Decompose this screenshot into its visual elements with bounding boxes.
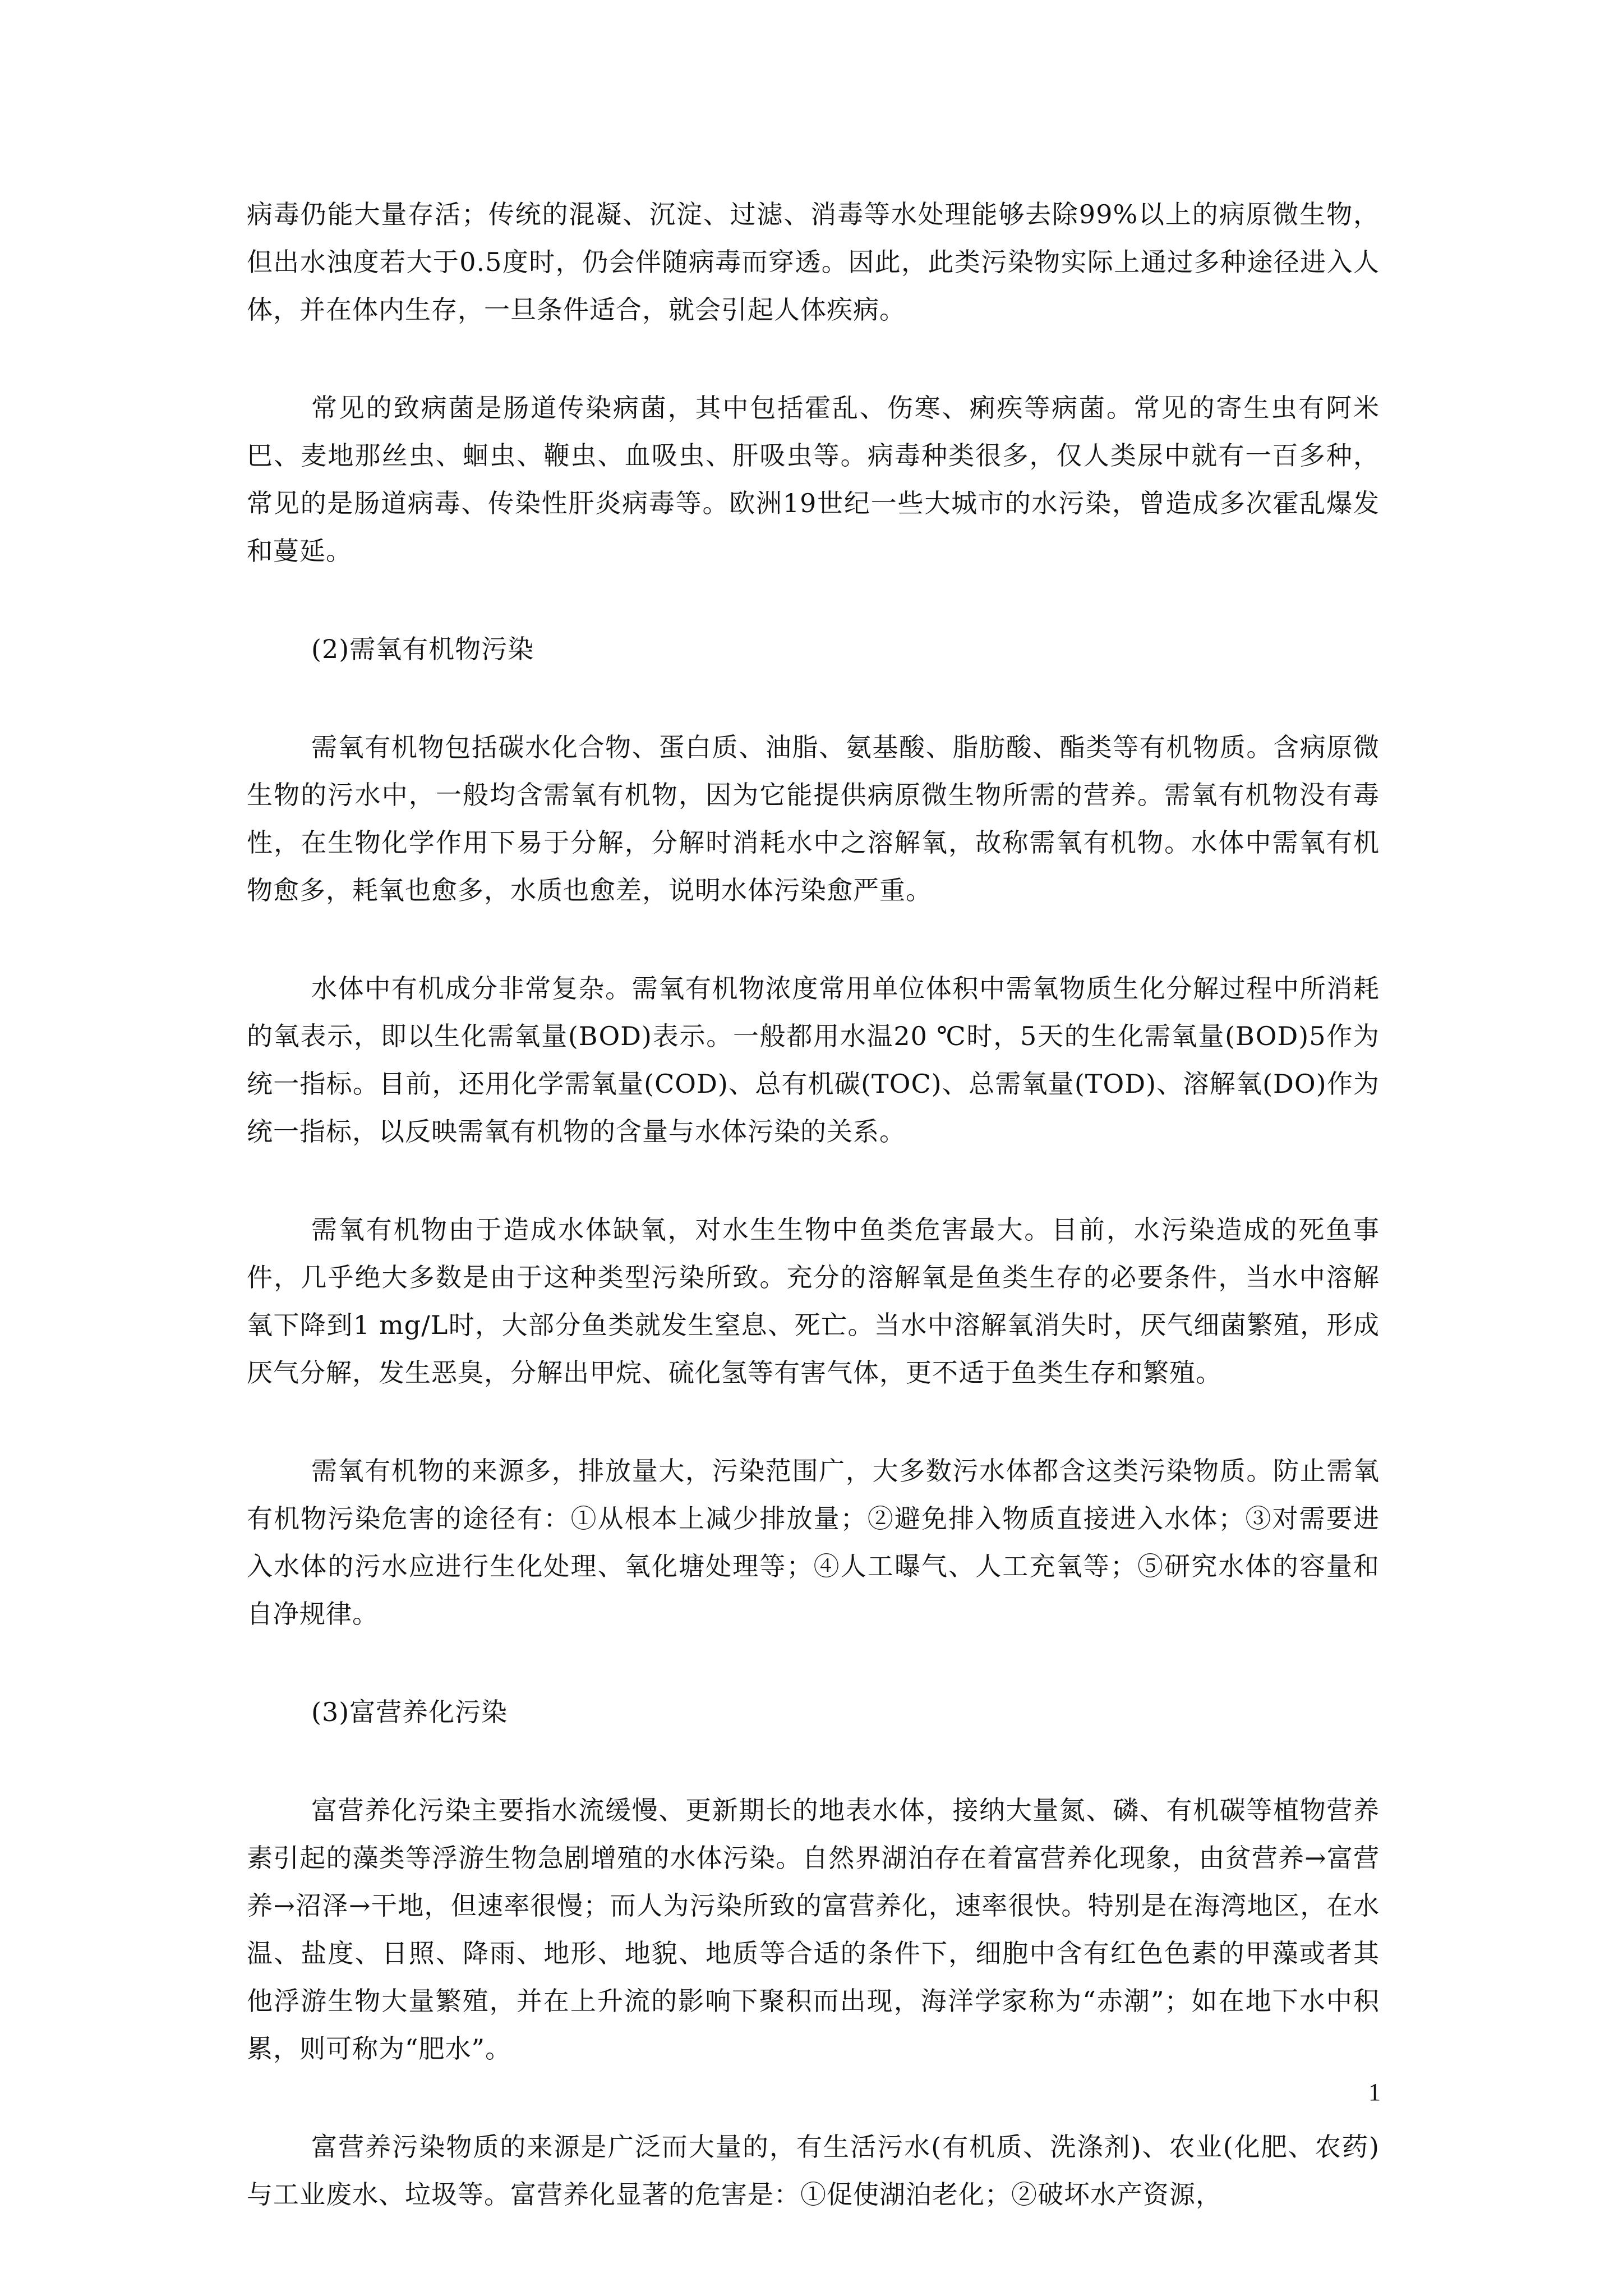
paragraph-fish-hazard: 需氧有机物由于造成水体缺氧，对水生生物中鱼类危害最大。目前，水污染造成的死鱼事件，几乎绝大多数是由于这种类型污染所致。充分的溶解氧是鱼类生存的必要条件，当水中溶解氧下降到1 mg/L时，大部分鱼类就发生窒息、死亡。当水中溶解氧消失时，厌气细菌繁殖，形成厌气分解，发生恶臭，分解出甲烷、硫化氢等有害气体，更不适于鱼类生存和繁殖。 [247, 1214, 1380, 1388]
paragraph-pathogens: 常见的致病菌是肠道传染病菌，其中包括霍乱、伤寒、痢疾等病菌。常见的寄生虫有阿米巴、麦地那丝虫、蛔虫、鞭虫、血吸虫、肝吸虫等。病毒种类很多，仅人类尿中就有一百多种，常见的是肠道病毒、传染性肝炎病毒等。欧洲19世纪一些大城市的水污染，曾造成多次霍乱爆发和蔓延。 [247, 393, 1380, 566]
page-body [247, 191, 1380, 2219]
section-heading-eutrophication: (3)富营养化污染 [311, 1697, 508, 1727]
paragraph-bod-indicators: 水体中有机成分非常复杂。需氧有机物浓度常用单位体积中需氧物质生化分解过程中所消耗的氧表示，即以生化需氧量(BOD)表示。一般都用水温20 ℃时，5天的生化需氧量(BOD)5作为统一指标。目前，还用化学需氧量(COD)、总有机碳(TOC)、总需氧量(TOD)、溶解氧(DO)作为统一指标，以反映需氧有机物的含量与水体污染的关系。 [247, 973, 1380, 1147]
section-heading-oxygen-demanding-organics: (2)需氧有机物污染 [311, 634, 534, 664]
paragraph-organics-definition: 需氧有机物包括碳水化合物、蛋白质、油脂、氨基酸、脂肪酸、酯类等有机物质。含病原微生物的污水中，一般均含需氧有机物，因为它能提供病原微生物所需的营养。需氧有机物没有毒性，在生物化学作用下易于分解，分解时消耗水中之溶解氧，故称需氧有机物。水体中需氧有机物愈多，耗氧也愈多，水质也愈差，说明水体污染愈严重。 [247, 732, 1380, 905]
paragraph-prevention-measures: 需氧有机物的来源多，排放量大，污染范围广，大多数污水体都含这类污染物质。防止需氧有机物污染危害的途径有：①从根本上减少排放量；②避免排入物质直接进入水体；③对需要进入水体的污水应进行生化处理、氧化塘处理等；④人工曝气、人工充氧等；⑤研究水体的容量和自净规律。 [247, 1456, 1380, 1629]
paragraph-eutrophication-sources: 富营养污染物质的来源是广泛而大量的，有生活污水(有机质、洗涤剂)、农业(化肥、农药)与工业废水、垃圾等。富营养化显著的危害是：①促使湖泊老化；②破坏水产资源， [247, 2132, 1380, 2210]
paragraph-eutrophication-definition: 富营养化污染主要指水流缓慢、更新期长的地表水体，接纳大量氮、磷、有机碳等植物营养素引起的藻类等浮游生物急剧增殖的水体污染。自然界湖泊存在着富营养化现象，由贫营养→富营养→沼泽→干地，但速率很慢；而人为污染所致的富营养化，速率很快。特别是在海湾地区，在水温、盐度、日照、降雨、地形、地貌、地质等合适的条件下，细胞中含有红色色素的甲藻或者其他浮游生物大量繁殖，并在上升流的影响下聚积而出现，海洋学家称为“赤潮”；如在地下水中积累，则可称为“肥水”。 [247, 1795, 1380, 2064]
page-number: 1 [1368, 2078, 1381, 2106]
paragraph-virus-survival: 病毒仍能大量存活；传统的混凝、沉淀、过滤、消毒等水处理能够去除99%以上的病原微生物，但出水浊度若大于0.5度时，仍会伴随病毒而穿透。因此，此类污染物实际上通过多种途径进入人体，并在体内生存，一旦条件适合，就会引起人体疾病。 [247, 199, 1380, 325]
